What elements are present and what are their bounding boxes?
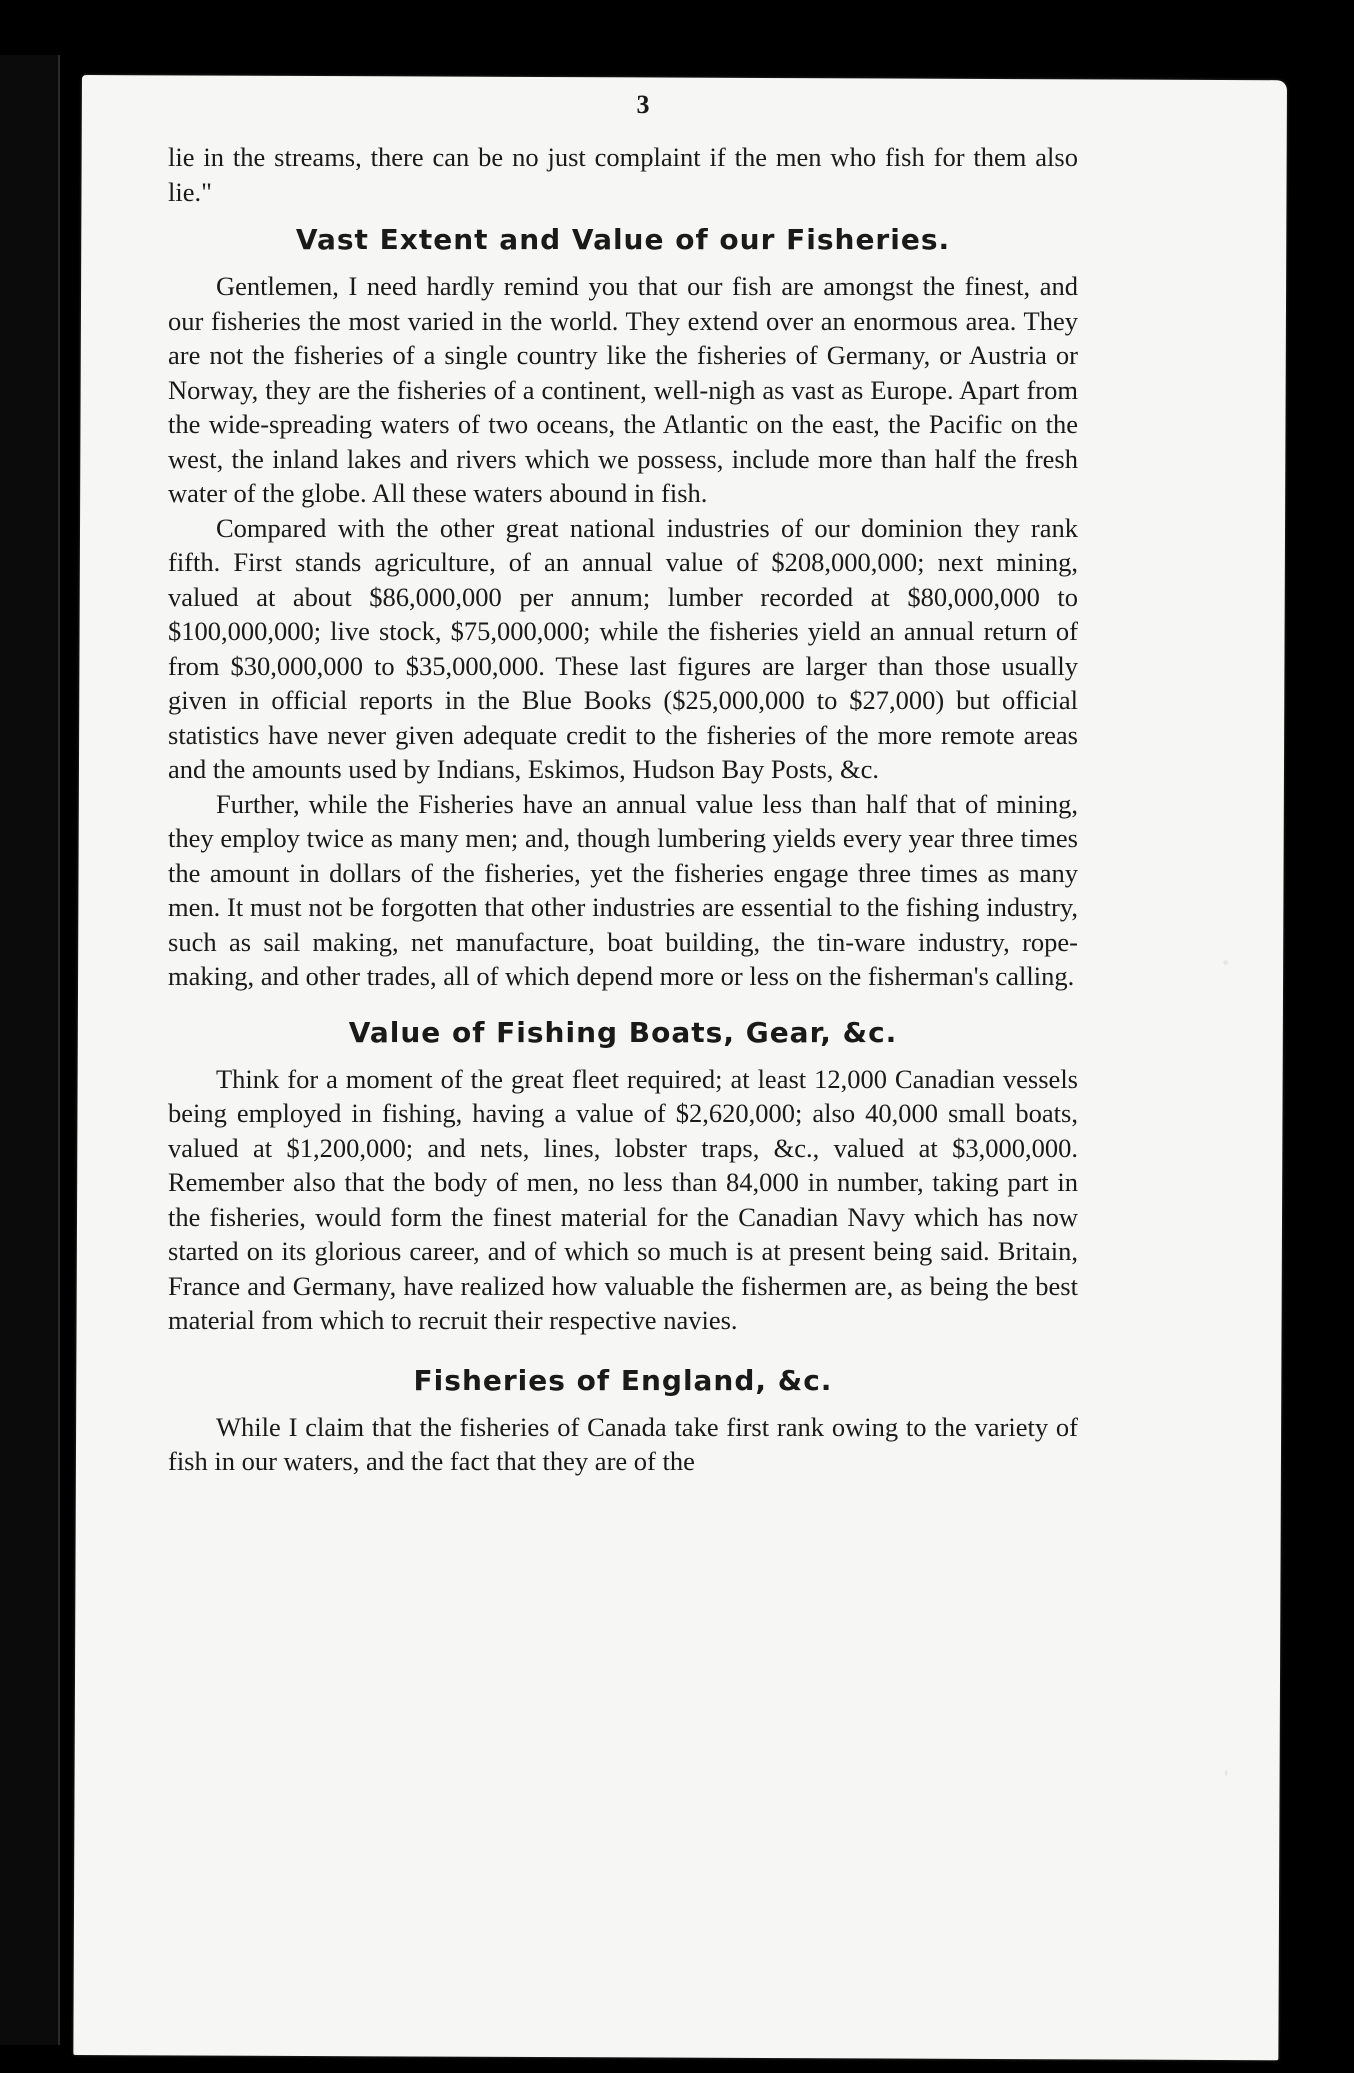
paragraph-fleet: Think for a moment of the great fleet required; at least 12,000 Canadian vessels being employed in fishing, having a value of $2,620,000; also 40,000 small boats, valued at $1,200,000; and nets, lines, lobster traps, &c., valued at $3,000,000. Remember also that the body of men, no less than 84,000 in number, taking part in the fisheries, would form the finest material for the Canadian Navy which has now started on its glorious career, and of which so much is at present being said. Britain, France and Germany, have realized how valuable the fishermen are, as being the best material from which to recruit their respective navies. [168, 1063, 1078, 1335]
paragraph-employment: Further, while the Fisheries have an annual value less than half that of mining, they employ twice as many men; and, though lumbering yields every year three times the amount in dollars of the fisheries, yet the fisheries engage three times as many men. It must not be forgotten that other industries are essential to the fishing industry, such as sail making, net manufacture, boat building, the tin-ware industry, rope-making, and other trades, all of which depend more or less on the fisherman's calling. [168, 788, 1078, 991]
paragraph-extent: Gentlemen, I need hardly remind you that our fish are amongst the finest, and our fisheries the most varied in the world. They extend over an enormous area. They are not the fisheries of a single country like the fisheries of Germany, or Austria or Norway, they are the fisheries of a continent, well-nigh as vast as Europe. Apart from the wide-spreading waters of two oceans, the Atlantic on the east, the Pacific on the west, the inland lakes and rivers which we possess, include more than half the fresh water of the globe. All these waters abound in fish. [168, 271, 1078, 508]
section-heading-boats-gear: Value of Fishing Boats, Gear, &c. [348, 1015, 898, 1049]
section-heading-extent-value: Vast Extent and Value of our Fisheries. [295, 223, 951, 256]
page-number: 3 [636, 90, 650, 119]
opening-paragraph: lie in the streams, there can be no just complaint if the men who fish for them also lie." [168, 142, 1078, 207]
paragraph-england: While I claim that the fisheries of Canada take first rank owing to the variety of fish in our waters, and the fact that they are of the [168, 1411, 1078, 1476]
page-content [168, 90, 1078, 1479]
adjacent-page-edge [0, 55, 60, 2045]
paragraph-comparison: Compared with the other great national industries of our dominion they rank fifth. First stands agriculture, of an annual value of $208,000,000; next mining, valued at about $86,000,000 per annum; lumber recorded at $80,000,000 to $100,000,000; live stock, $75,000,000; while the fisheries yield an annual return of from $30,000,000 to $35,000,000. These last figures are larger than those usually given in official reports in the Blue Books ($25,000,000 to $27,000) but official statistics have never given adequate credit to the fisheries of the more remote areas and the amounts used by Indians, Eskimos, Hudson Bay Posts, &c. [168, 512, 1078, 784]
scan-speck [1223, 960, 1228, 965]
scan-speck [1225, 1770, 1228, 1776]
section-heading-england: Fisheries of England, &c. [413, 1363, 833, 1397]
